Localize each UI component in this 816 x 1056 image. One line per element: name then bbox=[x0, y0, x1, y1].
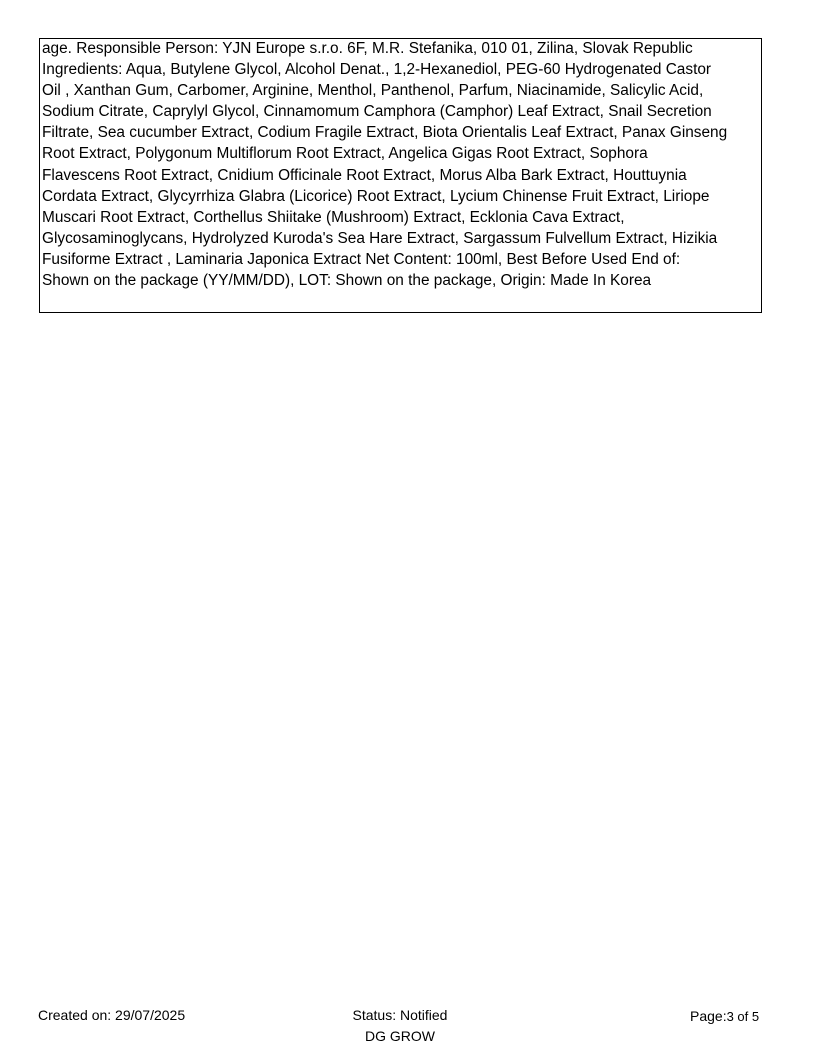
text-line: Shown on the package (YY/MM/DD), LOT: Shown on the package, Origin: Made In Korea bbox=[42, 272, 652, 290]
company-name: DG GROW bbox=[365, 1028, 435, 1044]
footer-status-block bbox=[330, 1007, 470, 1049]
created-date: Created on: 29/07/2025 bbox=[38, 1007, 186, 1023]
text-line: Sodium Citrate, Caprylyl Glycol, Cinnamomum Camphora (Camphor) Leaf Extract, Snail Secretion bbox=[42, 103, 712, 121]
text-line: Root Extract, Polygonum Multiflorum Root Extract, Angelica Gigas Root Extract, Sophora bbox=[42, 145, 648, 163]
text-line: Cordata Extract, Glycyrrhiza Glabra (Licorice) Root Extract, Lycium Chinense Fruit Extract, Liriope bbox=[42, 187, 710, 205]
text-line: Oil , Xanthan Gum, Carbomer, Arginine, Menthol, Panthenol, Parfum, Niacinamide, Salicylic Acid, bbox=[42, 82, 704, 100]
text-line: Filtrate, Sea cucumber Extract, Codium Fragile Extract, Biota Orientalis Leaf Extract, Panax Ginseng bbox=[42, 124, 728, 142]
text-line: Muscari Root Extract, Corthellus Shiitake (Mushroom) Extract, Ecklonia Cava Extract, bbox=[42, 208, 625, 226]
text-line: Glycosaminoglycans, Hydrolyzed Kuroda's Sea Hare Extract, Sargassum Fulvellum Extract, Hizikia bbox=[42, 229, 718, 247]
text-line: Ingredients: Aqua, Butylene Glycol, Alcohol Denat., 1,2-Hexanediol, PEG-60 Hydrogenated Castor bbox=[42, 61, 712, 79]
page-indicator bbox=[690, 1008, 759, 1025]
text-line: Fusiforme Extract , Laminaria Japonica Extract Net Content: 100ml, Best Before Used End of: bbox=[42, 250, 681, 268]
text-line: age. Responsible Person: YJN Europe s.r.o. 6F, M.R. Stefanika, 010 01, Zilina, Slovak Republic bbox=[42, 40, 693, 57]
status-text: Status: Notified bbox=[352, 1007, 448, 1023]
page-label: Page: bbox=[690, 1008, 727, 1024]
product-information-box bbox=[39, 38, 762, 313]
text-line: Flavescens Root Extract, Cnidium Officinale Root Extract, Morus Alba Bark Extract, Houttuynia bbox=[42, 166, 687, 184]
page-number: 3 of 5 bbox=[726, 1009, 760, 1024]
